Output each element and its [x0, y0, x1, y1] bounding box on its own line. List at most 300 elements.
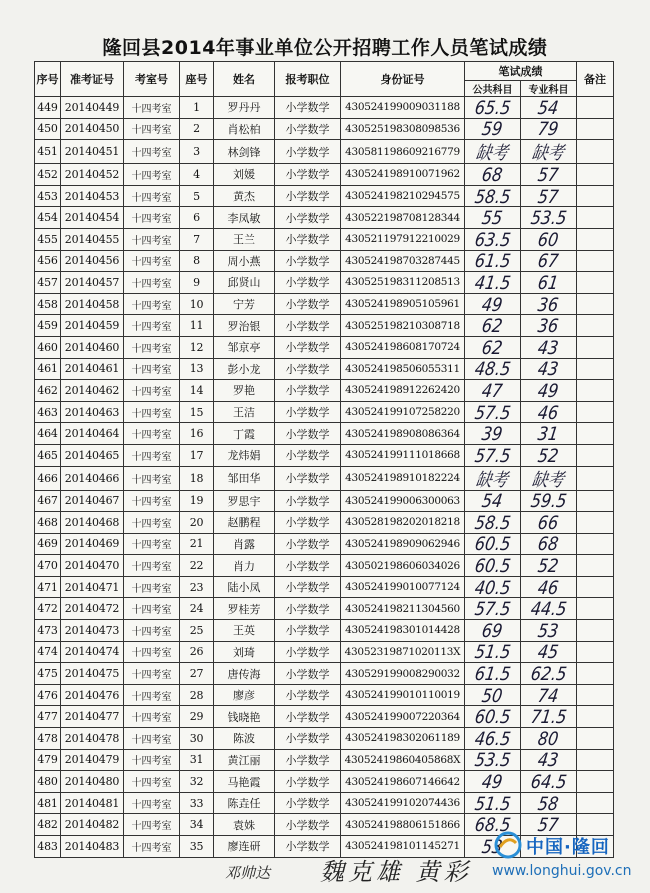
cell-seq: 458 — [35, 293, 61, 315]
cell-major-score — [521, 423, 577, 445]
cell-major-score — [521, 401, 577, 423]
cell-note — [577, 555, 614, 577]
header-note: 备注 — [577, 62, 614, 97]
cell-public-score — [465, 315, 521, 337]
cell-name: 陈垚任 — [214, 792, 275, 814]
cell-seat: 28 — [180, 684, 214, 706]
cell-position: 小学数学 — [275, 228, 341, 250]
cell-name: 马艳霞 — [214, 771, 275, 793]
cell-ticket: 20140453 — [61, 185, 124, 207]
cell-public-score-value: 60.5 — [473, 705, 512, 728]
cell-seq: 483 — [35, 836, 61, 858]
cell-id: 430524199007220364 — [341, 706, 465, 728]
cell-seat: 24 — [180, 598, 214, 620]
cell-position: 小学数学 — [275, 490, 341, 512]
cell-note — [577, 749, 614, 771]
cell-position: 小学数学 — [275, 466, 341, 490]
cell-major-score-value: 52 — [536, 554, 561, 577]
cell-room: 十四考室 — [124, 272, 180, 294]
cell-room: 十四考室 — [124, 663, 180, 685]
cell-major-score — [521, 315, 577, 337]
cell-major-score-value: 57 — [536, 185, 561, 208]
watermark — [492, 829, 642, 889]
cell-id: 43052319871020113X — [341, 641, 465, 663]
cell-name: 罗思宇 — [214, 490, 275, 512]
header-seat: 座号 — [180, 62, 214, 97]
cell-major-score — [521, 336, 577, 358]
cell-seq: 454 — [35, 207, 61, 229]
cell-note — [577, 444, 614, 466]
header-position: 报考职位 — [275, 62, 341, 97]
table-row — [35, 272, 614, 294]
cell-id: 430524198910182224 — [341, 466, 465, 490]
cell-seq: 469 — [35, 533, 61, 555]
cell-major-score — [521, 185, 577, 207]
cell-id: 430524198905105961 — [341, 293, 465, 315]
cell-public-score — [465, 207, 521, 229]
cell-name: 陆小凤 — [214, 576, 275, 598]
cell-name: 肖露 — [214, 533, 275, 555]
cell-public-score-value: 51.5 — [473, 641, 512, 663]
cell-ticket: 20140463 — [61, 401, 124, 423]
cell-seq: 455 — [35, 228, 61, 250]
cell-major-score — [521, 728, 577, 750]
cell-name: 黄杰 — [214, 185, 275, 207]
cell-public-score — [465, 380, 521, 402]
cell-public-score — [465, 684, 521, 706]
cell-name: 袁姝 — [214, 814, 275, 836]
cell-id: 430502198606034026 — [341, 555, 465, 577]
cell-room: 十四考室 — [124, 315, 180, 337]
cell-id: 430524198912262420 — [341, 380, 465, 402]
cell-position: 小学数学 — [275, 380, 341, 402]
cell-note — [577, 185, 614, 207]
cell-name: 黄江丽 — [214, 749, 275, 771]
cell-id: 430528198202018218 — [341, 512, 465, 534]
cell-note — [577, 792, 614, 814]
cell-id: 430524198210294575 — [341, 185, 465, 207]
cell-major-score — [521, 228, 577, 250]
cell-note — [577, 228, 614, 250]
table-row — [35, 97, 614, 119]
cell-public-score-value: 68 — [480, 163, 505, 186]
cell-public-score — [465, 641, 521, 663]
cell-name: 周小燕 — [214, 250, 275, 272]
cell-public-score — [465, 620, 521, 642]
cell-seat: 27 — [180, 663, 214, 685]
cell-note — [577, 207, 614, 229]
table-row — [35, 164, 614, 186]
table-row — [35, 466, 614, 490]
cell-public-score-value: 61.5 — [473, 249, 512, 272]
cell-name: 李凤敏 — [214, 207, 275, 229]
cell-major-score-value: 80 — [536, 727, 561, 750]
cell-public-score-value: 60.5 — [473, 554, 512, 577]
table-row — [35, 358, 614, 380]
cell-public-score-value: 68.5 — [473, 813, 512, 836]
cell-position: 小学数学 — [275, 555, 341, 577]
cell-seat: 15 — [180, 401, 214, 423]
cell-public-score-value: 41.5 — [473, 271, 512, 294]
cell-room: 十四考室 — [124, 97, 180, 119]
cell-seat: 33 — [180, 792, 214, 814]
cell-seq: 460 — [35, 336, 61, 358]
cell-seat: 32 — [180, 771, 214, 793]
header-major-subject: 专业科目 — [521, 81, 577, 97]
cell-position: 小学数学 — [275, 641, 341, 663]
cell-note — [577, 512, 614, 534]
cell-id: 430524198506055311 — [341, 358, 465, 380]
cell-id: 430581198609216779 — [341, 140, 465, 164]
cell-id: 430529199008290032 — [341, 663, 465, 685]
cell-seq: 450 — [35, 118, 61, 140]
cell-major-score — [521, 684, 577, 706]
cell-seat: 23 — [180, 576, 214, 598]
cell-major-score-value: 64.5 — [529, 770, 568, 793]
cell-position: 小学数学 — [275, 250, 341, 272]
cell-note — [577, 706, 614, 728]
header-room: 考室号 — [124, 62, 180, 97]
cell-major-score-value: 36 — [536, 293, 561, 315]
table-row — [35, 533, 614, 555]
cell-name: 刘媛 — [214, 164, 275, 186]
cell-public-score-value: 65.5 — [473, 96, 512, 119]
cell-seat: 26 — [180, 641, 214, 663]
table-row — [35, 207, 614, 229]
cell-public-score-value: 57.5 — [473, 401, 512, 423]
cell-major-score — [521, 358, 577, 380]
cell-public-score-value: 62 — [480, 314, 505, 337]
table-row — [35, 140, 614, 164]
cell-seq: 478 — [35, 728, 61, 750]
cell-public-score — [465, 771, 521, 793]
cell-major-score — [521, 272, 577, 294]
cell-room: 十四考室 — [124, 250, 180, 272]
cell-position: 小学数学 — [275, 207, 341, 229]
cell-major-score — [521, 118, 577, 140]
cell-public-score-value: 缺考 — [474, 468, 510, 491]
cell-major-score — [521, 97, 577, 119]
cell-id: 430524199111018668 — [341, 444, 465, 466]
cell-seq: 462 — [35, 380, 61, 402]
cell-major-score — [521, 641, 577, 663]
table-row — [35, 250, 614, 272]
cell-public-score-value: 缺考 — [474, 141, 510, 164]
cell-ticket: 20140460 — [61, 336, 124, 358]
header-written-score: 笔试成绩 — [465, 62, 577, 81]
cell-name: 罗桂芳 — [214, 598, 275, 620]
cell-seat: 34 — [180, 814, 214, 836]
table-row — [35, 490, 614, 512]
cell-ticket: 20140473 — [61, 620, 124, 642]
cell-ticket: 20140461 — [61, 358, 124, 380]
cell-public-score — [465, 250, 521, 272]
cell-public-score-value: 60.5 — [473, 533, 512, 555]
cell-seq: 479 — [35, 749, 61, 771]
cell-note — [577, 598, 614, 620]
cell-id: 430524198608170724 — [341, 336, 465, 358]
cell-id: 430524199009031188 — [341, 97, 465, 119]
cell-position: 小学数学 — [275, 576, 341, 598]
cell-seat: 14 — [180, 380, 214, 402]
cell-room: 十四考室 — [124, 598, 180, 620]
cell-major-score-value: 缺考 — [530, 468, 566, 491]
cell-public-score — [465, 293, 521, 315]
cell-major-score-value: 67 — [536, 249, 561, 272]
cell-position: 小学数学 — [275, 706, 341, 728]
cell-ticket: 20140454 — [61, 207, 124, 229]
cell-public-score-value: 55 — [480, 206, 505, 229]
cell-seq: 466 — [35, 466, 61, 490]
cell-room: 十四考室 — [124, 836, 180, 858]
cell-ticket: 20140471 — [61, 576, 124, 598]
cell-ticket: 20140475 — [61, 663, 124, 685]
cell-room: 十四考室 — [124, 444, 180, 466]
cell-seat: 31 — [180, 749, 214, 771]
scores-table — [34, 61, 614, 858]
cell-seq: 468 — [35, 512, 61, 534]
cell-major-score — [521, 620, 577, 642]
cell-major-score-value: 58 — [536, 792, 561, 815]
cell-note — [577, 728, 614, 750]
cell-room: 十四考室 — [124, 771, 180, 793]
cell-seq: 471 — [35, 576, 61, 598]
cell-position: 小学数学 — [275, 315, 341, 337]
cell-position: 小学数学 — [275, 814, 341, 836]
cell-room: 十四考室 — [124, 792, 180, 814]
cell-public-score-value: 61.5 — [473, 662, 512, 685]
cell-public-score — [465, 118, 521, 140]
cell-name: 林剑锋 — [214, 140, 275, 164]
cell-seat: 3 — [180, 140, 214, 164]
header-public-subject: 公共科目 — [465, 81, 521, 97]
cell-name: 宁芳 — [214, 293, 275, 315]
signature-left: 邓帅达 — [225, 864, 271, 882]
cell-note — [577, 423, 614, 445]
cell-public-score-value: 53.5 — [473, 748, 512, 771]
cell-id: 430521197912210029 — [341, 228, 465, 250]
cell-name: 龙炜娟 — [214, 444, 275, 466]
cell-public-score-value: 58.5 — [473, 185, 512, 208]
cell-major-score-value: 43 — [536, 748, 561, 771]
cell-ticket: 20140450 — [61, 118, 124, 140]
cell-seat: 4 — [180, 164, 214, 186]
cell-major-score-value: 53.5 — [529, 206, 568, 229]
cell-seq: 449 — [35, 97, 61, 119]
table-row — [35, 749, 614, 771]
table-row — [35, 728, 614, 750]
cell-major-score-value: 54 — [536, 96, 561, 119]
cell-seq: 475 — [35, 663, 61, 685]
header-ticket: 准考证号 — [61, 62, 124, 97]
cell-public-score-value: 57.5 — [473, 597, 512, 620]
cell-seq: 476 — [35, 684, 61, 706]
cell-seq: 456 — [35, 250, 61, 272]
cell-major-score — [521, 164, 577, 186]
cell-note — [577, 490, 614, 512]
cell-name: 邹京亭 — [214, 336, 275, 358]
cell-major-score — [521, 466, 577, 490]
cell-seat: 17 — [180, 444, 214, 466]
cell-room: 十四考室 — [124, 358, 180, 380]
cell-name: 刘琦 — [214, 641, 275, 663]
cell-name: 罗丹丹 — [214, 97, 275, 119]
cell-note — [577, 272, 614, 294]
cell-seq: 474 — [35, 641, 61, 663]
cell-room: 十四考室 — [124, 512, 180, 534]
cell-room: 十四考室 — [124, 576, 180, 598]
cell-id: 430524198607146642 — [341, 771, 465, 793]
cell-name: 罗艳 — [214, 380, 275, 402]
cell-public-score-value: 63.5 — [473, 228, 512, 251]
cell-public-score — [465, 598, 521, 620]
cell-ticket: 20140476 — [61, 684, 124, 706]
cell-room: 十四考室 — [124, 423, 180, 445]
cell-ticket: 20140457 — [61, 272, 124, 294]
cell-major-score — [521, 706, 577, 728]
cell-note — [577, 641, 614, 663]
cell-seat: 22 — [180, 555, 214, 577]
cell-id: 430524198909062946 — [341, 533, 465, 555]
cell-public-score-value: 49 — [480, 293, 505, 315]
cell-major-score — [521, 490, 577, 512]
cell-public-score-value: 40.5 — [473, 576, 512, 599]
cell-room: 十四考室 — [124, 749, 180, 771]
cell-seat: 29 — [180, 706, 214, 728]
cell-seat: 19 — [180, 490, 214, 512]
cell-room: 十四考室 — [124, 466, 180, 490]
cell-position: 小学数学 — [275, 771, 341, 793]
cell-public-score — [465, 228, 521, 250]
page-title: 隆回县2014年事业单位公开招聘工作人员笔试成绩 — [102, 37, 548, 59]
cell-ticket: 20140455 — [61, 228, 124, 250]
cell-major-score — [521, 555, 577, 577]
cell-seat: 35 — [180, 836, 214, 858]
cell-note — [577, 293, 614, 315]
cell-name: 陈波 — [214, 728, 275, 750]
cell-major-score-value: 45 — [536, 641, 561, 663]
cell-room: 十四考室 — [124, 684, 180, 706]
cell-room: 十四考室 — [124, 336, 180, 358]
cell-id: 43052419860405868X — [341, 749, 465, 771]
cell-position: 小学数学 — [275, 663, 341, 685]
cell-room: 十四考室 — [124, 555, 180, 577]
cell-ticket: 20140467 — [61, 490, 124, 512]
cell-note — [577, 771, 614, 793]
cell-major-score — [521, 380, 577, 402]
cell-public-score — [465, 533, 521, 555]
table-row — [35, 576, 614, 598]
cell-position: 小学数学 — [275, 620, 341, 642]
cell-public-score — [465, 706, 521, 728]
header-seq: 序号 — [35, 62, 61, 97]
cell-id: 430524198301014428 — [341, 620, 465, 642]
cell-room: 十四考室 — [124, 164, 180, 186]
cell-seat: 5 — [180, 185, 214, 207]
cell-name: 王兰 — [214, 228, 275, 250]
cell-id: 430525198311208513 — [341, 272, 465, 294]
cell-seat: 18 — [180, 466, 214, 490]
cell-room: 十四考室 — [124, 641, 180, 663]
cell-note — [577, 380, 614, 402]
cell-seat: 21 — [180, 533, 214, 555]
header-id: 身份证号 — [341, 62, 465, 97]
cell-room: 十四考室 — [124, 185, 180, 207]
cell-name: 邹田华 — [214, 466, 275, 490]
cell-major-score-value: 46 — [536, 401, 561, 423]
cell-name: 唐传海 — [214, 663, 275, 685]
cell-major-score — [521, 576, 577, 598]
cell-seq: 480 — [35, 771, 61, 793]
cell-seat: 10 — [180, 293, 214, 315]
cell-seat: 16 — [180, 423, 214, 445]
cell-name: 肖力 — [214, 555, 275, 577]
cell-note — [577, 663, 614, 685]
cell-major-score — [521, 207, 577, 229]
cell-seq: 461 — [35, 358, 61, 380]
cell-note — [577, 140, 614, 164]
cell-public-score-value: 69 — [480, 619, 505, 642]
cell-id: 430524199006300063 — [341, 490, 465, 512]
cell-ticket: 20140466 — [61, 466, 124, 490]
cell-room: 十四考室 — [124, 207, 180, 229]
cell-public-score-value: 47 — [480, 379, 505, 402]
cell-position: 小学数学 — [275, 512, 341, 534]
cell-note — [577, 684, 614, 706]
cell-note — [577, 164, 614, 186]
cell-public-score — [465, 490, 521, 512]
cell-major-score-value: 57 — [536, 163, 561, 186]
cell-note — [577, 620, 614, 642]
cell-ticket: 20140452 — [61, 164, 124, 186]
cell-note — [577, 401, 614, 423]
cell-major-score-value: 43 — [536, 336, 561, 359]
cell-position: 小学数学 — [275, 444, 341, 466]
cell-public-score-value: 50 — [480, 684, 505, 707]
cell-room: 十四考室 — [124, 380, 180, 402]
table-row — [35, 118, 614, 140]
header-name: 姓名 — [214, 62, 275, 97]
table-row — [35, 512, 614, 534]
cell-ticket: 20140472 — [61, 598, 124, 620]
cell-room: 十四考室 — [124, 706, 180, 728]
cell-major-score — [521, 444, 577, 466]
cell-major-score — [521, 533, 577, 555]
table-row — [35, 444, 614, 466]
table-row — [35, 792, 614, 814]
table-row — [35, 555, 614, 577]
cell-major-score-value: 43 — [536, 357, 561, 380]
cell-name: 丁霞 — [214, 423, 275, 445]
cell-public-score — [465, 555, 521, 577]
cell-public-score — [465, 792, 521, 814]
cell-ticket: 20140469 — [61, 533, 124, 555]
cell-id: 430524198703287445 — [341, 250, 465, 272]
table-row — [35, 641, 614, 663]
cell-ticket: 20140477 — [61, 706, 124, 728]
cell-major-score — [521, 771, 577, 793]
cell-id: 430524198910071962 — [341, 164, 465, 186]
cell-public-score-value: 62 — [480, 336, 505, 359]
cell-id: 430525198308098536 — [341, 118, 465, 140]
cell-room: 十四考室 — [124, 620, 180, 642]
cell-seat: 8 — [180, 250, 214, 272]
cell-seq: 457 — [35, 272, 61, 294]
cell-ticket: 20140465 — [61, 444, 124, 466]
cell-public-score — [465, 164, 521, 186]
cell-id: 430524199102074436 — [341, 792, 465, 814]
cell-note — [577, 358, 614, 380]
